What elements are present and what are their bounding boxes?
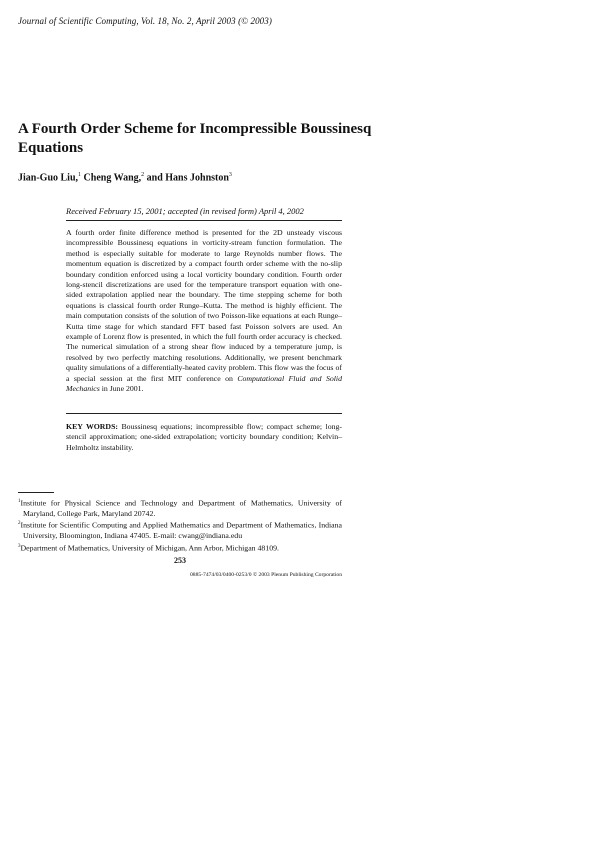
author-name: and Hans Johnston	[146, 172, 229, 184]
received-dates: Received February 15, 2001; accepted (in revised form) April 4, 2002	[66, 206, 304, 216]
author-name: Cheng Wang,	[83, 172, 142, 184]
keywords-top-rule	[66, 413, 342, 414]
conference-name: Computational Fluid and Solid Mechanics	[66, 373, 343, 394]
keywords	[66, 422, 342, 453]
abstract-text: A fourth order finite difference method is presented for the 2D unsteady viscous incompressible Boussinesq equations in vorticity-stream function formulation. The method is especially suitable for moderate to large Reynolds number flows. The momentum equation is discretized by a compact fourth order scheme with the no-slip boundary condition enforced using a local vorticity boundary condition. Fourth order long-stencil discretizations are used for the temperature transport equation with one-sided extrapolation applied near the boundary. The time stepping scheme for both equations is classical fourth order Runge–Kutta. The method is highly efficient. The main computation consists of the solution of two Poisson-like equations at each Runge–Kutta time stage for which standard FFT based fast Poisson solvers are used. An example of Lorenz flow is presented, in which the full fourth order accuracy is checked. The numerical simulation of a strong shear flow induced by a temperature jump, is resolved by two perfectly matching resolutions. Additionally, we present benchmark quality simulations of a differentially-heated cavity problem. This flow was the focus of a special session at the first MIT conference on	[66, 228, 342, 383]
footnote	[18, 519, 342, 541]
footnote-mark: 3	[18, 543, 21, 549]
keywords-text: Boussinesq equations; incompressible flow; compact scheme; long-stencil approximation; one-sided extrapolation; vorticity boundary condition; Kelvin–Helmholtz instability.	[66, 422, 342, 452]
footnote-text: Department of Mathematics, University of Michigan, Ann Arbor, Michigan 48109.	[20, 543, 279, 553]
footnote	[18, 497, 342, 519]
footnote-text: Institute for Scientific Computing and Applied Mathematics and Department of Mathematics, Indiana University, Bloomington, Indiana 47405. E-mail: cwang@indiana.edu	[20, 521, 342, 541]
copyright-line: 0885-7474/03/0400-0253/0 © 2003 Plenum Publishing Corporation	[189, 572, 342, 578]
abstract-text-end: in June 2001.	[101, 384, 144, 394]
author-affiliation-mark: 2	[141, 172, 145, 178]
author-affiliation-mark: 3	[228, 172, 232, 178]
author-affiliation-mark: 1	[78, 172, 82, 178]
author-list	[18, 172, 232, 183]
footnote-rule	[18, 492, 54, 493]
abstract	[66, 228, 342, 395]
footnote-mark: 2	[18, 521, 21, 527]
author-name: Jian-Guo Liu,	[18, 172, 79, 184]
footnote	[18, 542, 342, 554]
footnote-text: Institute for Physical Science and Technology and Department of Mathematics, University of Maryland, College Park, Maryland 20742.	[20, 498, 342, 518]
abstract-top-rule	[66, 220, 342, 221]
paper-title: A Fourth Order Scheme for Incompressible Boussinesq Equations	[18, 121, 372, 156]
footnote-mark: 1	[18, 499, 21, 504]
footnotes	[18, 497, 342, 554]
page-number: 253	[174, 556, 186, 565]
keywords-label: KEY WORDS:	[66, 422, 118, 431]
journal-header: Journal of Scientific Computing, Vol. 18, No. 2, April 2003 (© 2003)	[18, 16, 272, 26]
